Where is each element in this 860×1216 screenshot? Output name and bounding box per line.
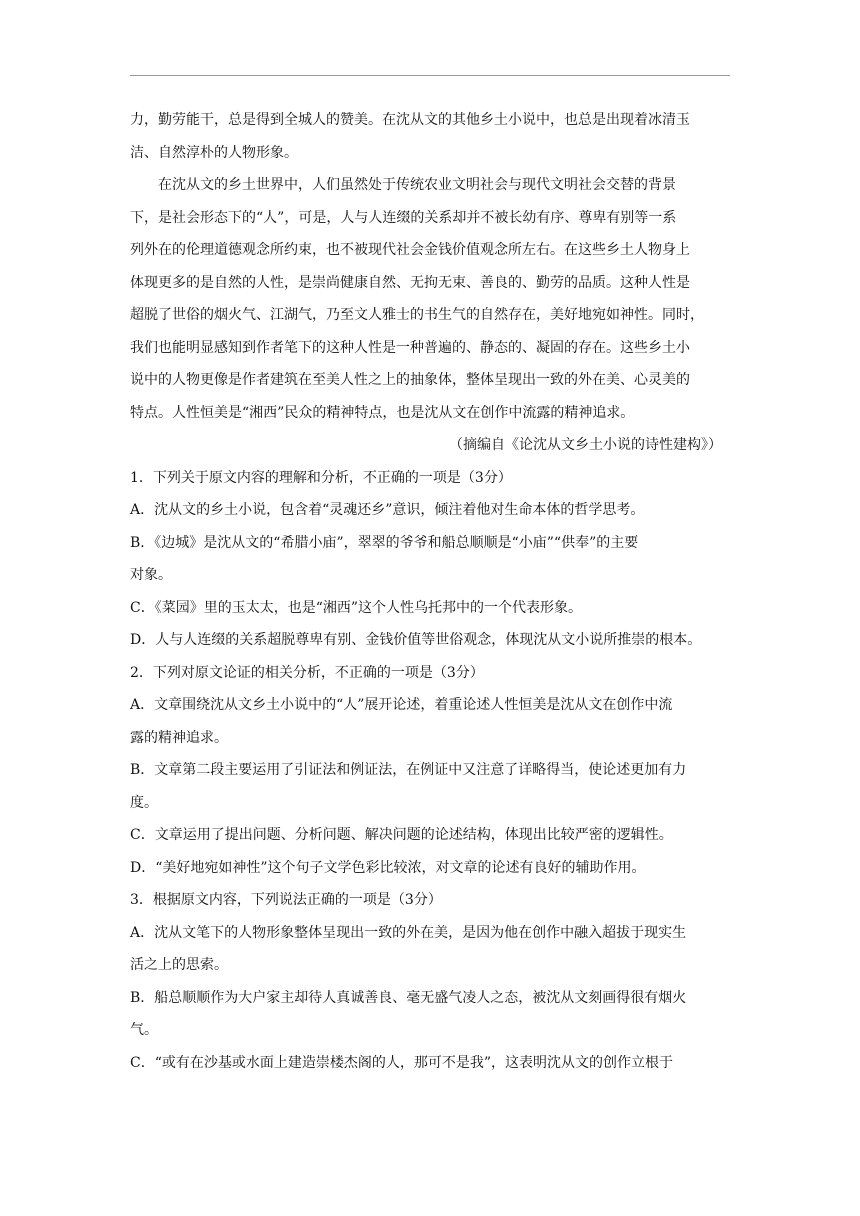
passage-line: 下，是社会形态下的“人”，可是，人与人连缀的关系却并不被长幼有序、尊卑有别等一系 bbox=[130, 209, 677, 226]
passage-line: 说中的人物更像是作者建筑在至美人性之上的抽象体，整体呈现出一致的外在美、心灵美的 bbox=[130, 372, 690, 388]
option-line: 度。 bbox=[130, 794, 158, 811]
passage-line: 在沈从文的乡土世界中，人们虽然处于传统农业文明社会与现代文明社会交替的背景 bbox=[158, 177, 676, 193]
option-line: B．《边城》是沈从文的“希腊小庙”，翠翠的爷爷和船总顺顺是“小庙”“供奉”的主要 bbox=[130, 534, 639, 551]
option-line: A．沈从文的乡土小说，包含着“灵魂还乡”意识，倾注着他对生命本体的哲学思考。 bbox=[130, 502, 645, 518]
header-rule bbox=[130, 75, 730, 76]
question-line: 3．根据原文内容，下列说法正确的一项是（3分） bbox=[130, 892, 442, 908]
option-line: D．人与人连缀的关系超脱尊卑有别、金钱价值等世俗观念，体现沈从文小说所推崇的根本。 bbox=[130, 632, 702, 648]
option-line: C．文章运用了提出问题、分析问题、解决问题的论述结构，体现出比较严密的逻辑性。 bbox=[130, 827, 673, 843]
passage-line: 我们也能明显感知到作者笔下的这种人性是一种普遍的、静态的、凝固的存在。这些乡土小 bbox=[130, 339, 690, 356]
option-line: D．“美好地宛如神性”这个句子文学色彩比较浓，对文章的论述有良好的辅助作用。 bbox=[130, 859, 646, 876]
document-body bbox=[130, 104, 730, 1079]
passage-line: 列外在的伦理道德观念所约束，也不被现代社会金钱价值观念所左右。在这些乡土人物身上 bbox=[130, 242, 690, 258]
passage-line: 特点。人性恒美是“湘西”民众的精神特点，也是沈从文在创作中流露的精神追求。 bbox=[130, 404, 635, 421]
source-citation: （摘编自《论沈从文乡土小说的诗性建构》） bbox=[449, 437, 722, 453]
passage-line: 超脱了世俗的烟火气、江湖气，乃至文人雅士的书生气的自然存在，美好地宛如神性。同时， bbox=[130, 307, 704, 323]
question-line: 1．下列关于原文内容的理解和分析，不正确的一项是（3分） bbox=[130, 469, 512, 486]
option-line: 露的精神追求。 bbox=[130, 729, 228, 746]
option-line: C．《菜园》里的玉太太，也是“湘西”这个人性乌托邦中的一个代表形象。 bbox=[130, 599, 583, 616]
passage-line: 体现更多的是自然的人性，是崇尚健康自然、无拘无束、善良的、勤劳的品质。这种人性是 bbox=[130, 274, 690, 291]
option-line: B．文章第二段主要运用了引证法和例证法，在例证中又注意了详略得当，使论述更加有力 bbox=[130, 762, 687, 778]
passage-line: 洁、自然淳朴的人物形象。 bbox=[130, 144, 298, 161]
option-line: A．文章围绕沈从文乡土小说中的“人”展开论述，着重论述人性恒美是沈从文在创作中流 bbox=[130, 697, 673, 713]
option-line: 对象。 bbox=[130, 567, 172, 583]
option-line: B．船总顺顺作为大户家主却待人真诚善良、毫无盛气凌人之态，被沈从文刻画得很有烟火 bbox=[130, 989, 687, 1006]
option-line: 气。 bbox=[130, 1022, 158, 1038]
option-line: 活之上的思索。 bbox=[130, 957, 228, 973]
passage-line: 力，勤劳能干，总是得到全城人的赞美。在沈从文的其他乡土小说中，也总是出现着冰清玉 bbox=[130, 112, 690, 128]
option-line: A．沈从文笔下的人物形象整体呈现出一致的外在美，是因为他在创作中融入超拔于现实生 bbox=[130, 924, 687, 941]
question-line: 2．下列对原文论证的相关分析，不正确的一项是（3分） bbox=[130, 664, 484, 681]
option-line: C．“或有在沙基或水面上建造崇楼杰阁的人，那可不是我”，这表明沈从文的创作立根于 bbox=[130, 1054, 674, 1071]
